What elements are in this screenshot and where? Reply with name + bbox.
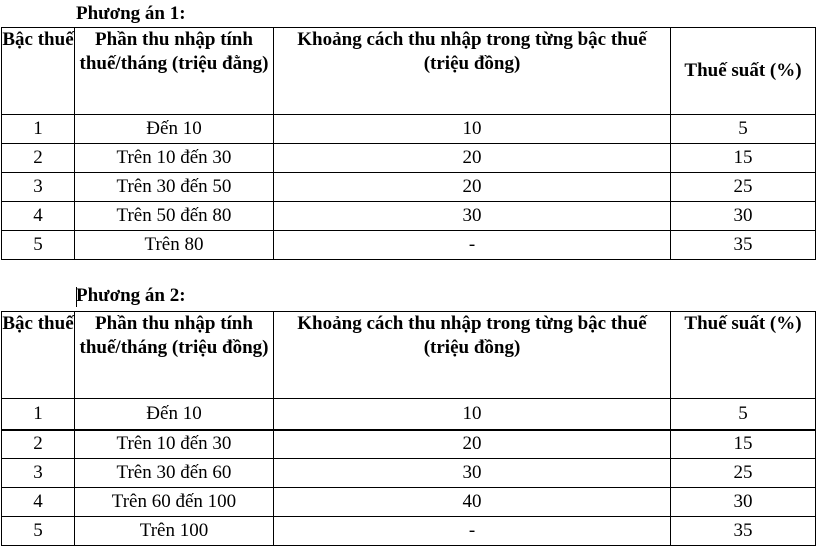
header-tax-rate: Thuế suất (%) xyxy=(671,312,816,399)
cell-taxable-income: Trên 30 đến 60 xyxy=(75,459,274,488)
cell-tax-rate: 15 xyxy=(671,430,816,459)
cell-tax-rate: 25 xyxy=(671,173,816,202)
cell-tax-bracket: 3 xyxy=(2,459,75,488)
cell-income-range: - xyxy=(274,517,671,546)
cell-tax-bracket: 2 xyxy=(2,144,75,173)
header-tax-bracket: Bậc thuế xyxy=(2,312,75,399)
cell-tax-bracket: 4 xyxy=(2,488,75,517)
header-taxable-income: Phần thu nhập tính thuế/tháng (triệu đằng) xyxy=(75,28,274,115)
cell-tax-bracket: 5 xyxy=(2,231,75,260)
table-row xyxy=(2,459,816,488)
cell-income-range: 30 xyxy=(274,202,671,231)
cell-taxable-income: Trên 100 xyxy=(75,517,274,546)
header-tax-bracket: Bậc thuế xyxy=(2,28,75,115)
plan-2-title: Phương án 2: xyxy=(76,285,186,306)
table-row xyxy=(2,231,816,260)
table-row xyxy=(2,430,816,459)
cell-income-range: 10 xyxy=(274,399,671,430)
table-row xyxy=(2,399,816,430)
table-header-row xyxy=(2,28,816,115)
header-income-range: Khoảng cách thu nhập trong từng bậc thuế (triệu đồng) xyxy=(274,312,671,399)
plan-1-rows xyxy=(2,115,816,260)
header-tax-rate: Thuế suất (%) xyxy=(671,28,816,115)
cell-tax-rate: 15 xyxy=(671,144,816,173)
table-row xyxy=(2,202,816,231)
cell-tax-rate: 35 xyxy=(671,231,816,260)
cell-income-range: - xyxy=(274,231,671,260)
cell-tax-rate: 25 xyxy=(671,459,816,488)
cell-tax-rate: 35 xyxy=(671,517,816,546)
cell-taxable-income: Đến 10 xyxy=(75,115,274,144)
plan-2-tax-table xyxy=(1,311,816,546)
cell-taxable-income: Trên 80 xyxy=(75,231,274,260)
table-row xyxy=(2,144,816,173)
cell-tax-bracket: 5 xyxy=(2,517,75,546)
cell-tax-bracket: 1 xyxy=(2,115,75,144)
cell-income-range: 20 xyxy=(274,144,671,173)
cell-taxable-income: Trên 60 đến 100 xyxy=(75,488,274,517)
cell-tax-bracket: 4 xyxy=(2,202,75,231)
table-row xyxy=(2,173,816,202)
table-row xyxy=(2,517,816,546)
cell-taxable-income: Trên 10 đến 30 xyxy=(75,430,274,459)
cell-tax-rate: 30 xyxy=(671,202,816,231)
plan-1-tax-table xyxy=(1,27,816,260)
header-income-range: Khoảng cách thu nhập trong từng bậc thuế (triệu đồng) xyxy=(274,28,671,115)
cell-taxable-income: Trên 50 đến 80 xyxy=(75,202,274,231)
cell-taxable-income: Trên 10 đến 30 xyxy=(75,144,274,173)
table-row xyxy=(2,115,816,144)
cell-taxable-income: Trên 30 đến 50 xyxy=(75,173,274,202)
cell-tax-bracket: 3 xyxy=(2,173,75,202)
plan-1-title: Phương án 1: xyxy=(76,3,186,24)
plan-2-rows xyxy=(2,399,816,546)
cell-tax-bracket: 1 xyxy=(2,399,75,430)
cell-tax-bracket: 2 xyxy=(2,430,75,459)
table-header-row xyxy=(2,312,816,399)
cell-income-range: 10 xyxy=(274,115,671,144)
cell-income-range: 20 xyxy=(274,173,671,202)
cell-tax-rate: 5 xyxy=(671,399,816,430)
cell-income-range: 40 xyxy=(274,488,671,517)
cell-tax-rate: 5 xyxy=(671,115,816,144)
table-row xyxy=(2,488,816,517)
cell-income-range: 30 xyxy=(274,459,671,488)
cell-income-range: 20 xyxy=(274,430,671,459)
header-taxable-income: Phần thu nhập tính thuế/tháng (triệu đồng) xyxy=(75,312,274,399)
cell-tax-rate: 30 xyxy=(671,488,816,517)
cell-taxable-income: Đến 10 xyxy=(75,399,274,430)
